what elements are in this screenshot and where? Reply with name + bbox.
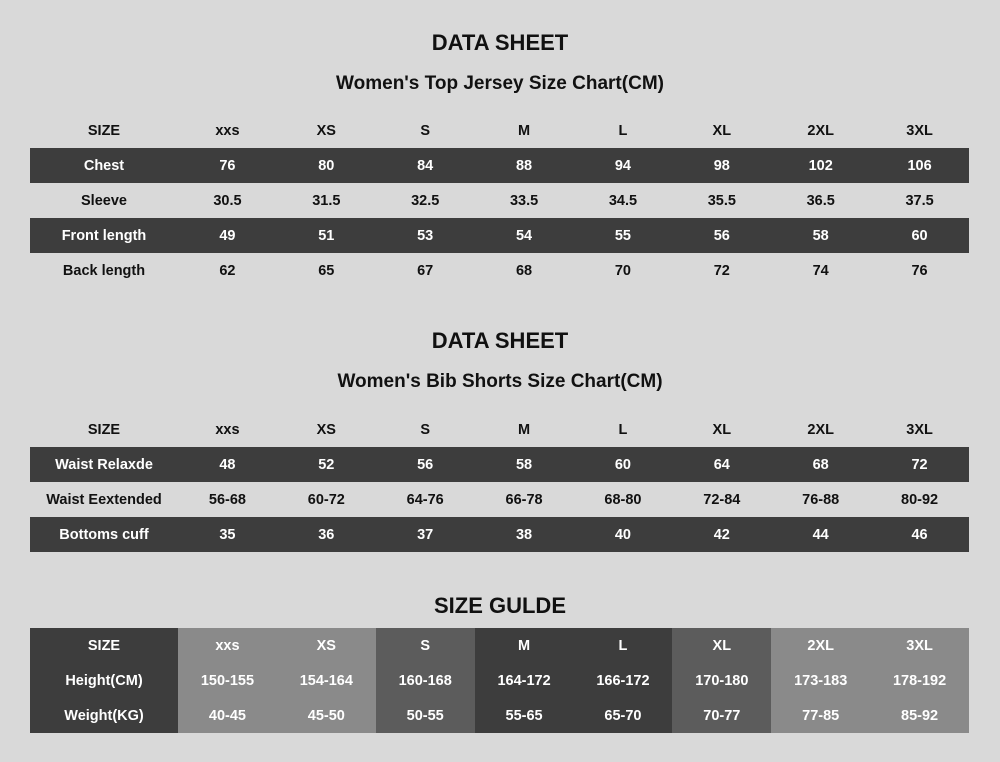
table-cell: 36 [277,517,376,552]
table-cell: 36.5 [806,192,835,209]
table-cell: 51 [277,218,376,253]
table-cell: 85-92 [870,698,969,733]
table-cell: 80 [277,148,376,183]
table-row [30,183,969,218]
table-cell: 74 [812,262,829,279]
table-cell: 72 [713,262,730,279]
table-row [30,698,969,733]
table-cell: 30.5 [213,192,242,209]
jersey-size-table [30,113,969,288]
header-cell: XL [712,122,732,139]
table-cell: 42 [672,517,771,552]
table-cell: 76 [911,262,928,279]
table-cell: 64 [672,447,771,482]
header-cell: M [475,628,574,663]
header-cell: 2XL [807,421,834,438]
table-cell: 56-68 [208,491,246,508]
table-cell: 170-180 [672,663,771,698]
table-cell: 58 [771,218,870,253]
table-cell: 33.5 [509,192,539,209]
shorts-chart-subtitle: Women's Bib Shorts Size Chart(CM) [337,371,663,392]
table-cell: 56 [672,218,771,253]
table-cell: 32.5 [411,192,440,209]
header-cell: xxs [215,421,240,438]
header-cell: 3XL [870,628,969,663]
header-cell: xxs [178,628,277,663]
header-cell: M [518,122,531,139]
table-cell: 62 [219,262,236,279]
jersey-section-title: DATA SHEET [431,30,569,55]
table-cell: 164-172 [475,663,574,698]
table-row [30,253,969,288]
table-cell: 49 [178,218,277,253]
table-row [30,663,969,698]
table-cell: 166-172 [574,663,673,698]
table-cell: 102 [771,148,870,183]
size-guide-table [30,628,969,733]
table-cell: 98 [672,148,771,183]
table-cell: 76 [178,148,277,183]
table-cell: 72-84 [703,491,741,508]
table-cell: 70-77 [672,698,771,733]
header-cell: SIZE [87,122,121,139]
row-label: Waist Relaxde [30,447,178,482]
table-cell: 46 [870,517,969,552]
table-cell: 35 [178,517,277,552]
row-label: Weight(KG) [30,698,178,733]
table-cell: 80-92 [901,491,939,508]
header-cell: L [574,628,673,663]
table-cell: 38 [475,517,574,552]
header-cell: SIZE [87,421,121,438]
table-cell: 45-50 [277,698,376,733]
table-cell: 65 [318,262,335,279]
table-cell: 44 [771,517,870,552]
header-cell: M [518,421,531,438]
header-cell: S [420,122,431,139]
table-cell: 55 [574,218,673,253]
table-cell: 77-85 [771,698,870,733]
table-cell: 178-192 [870,663,969,698]
table-cell: 54 [475,218,574,253]
header-cell: XL [712,421,732,438]
shorts-section-title: DATA SHEET [431,328,569,353]
header-cell: 2XL [771,628,870,663]
table-cell: 68-80 [604,491,642,508]
table-cell: 94 [574,148,673,183]
header-cell: XL [672,628,771,663]
table-cell: 52 [277,447,376,482]
header-cell: 3XL [906,122,933,139]
header-cell: L [618,122,628,139]
table-cell: 55-65 [475,698,574,733]
table-cell: 66-78 [505,491,543,508]
table-cell: 68 [515,262,533,279]
table-cell: 88 [475,148,574,183]
row-label: Waist Eextended [46,491,162,508]
table-cell: 40-45 [178,698,277,733]
table-cell: 48 [178,447,277,482]
header-cell: xxs [215,122,240,139]
table-cell: 173-183 [771,663,870,698]
table-cell: 154-164 [277,663,376,698]
table-cell: 37 [376,517,475,552]
table-header-row [30,113,969,148]
shorts-size-table [30,412,969,552]
row-label: Back length [62,262,146,279]
table-row [30,517,969,552]
header-cell: SIZE [30,628,178,663]
header-cell: 3XL [906,421,933,438]
table-row [30,482,969,517]
size-guide-title: SIZE GULDE [433,593,566,618]
table-cell: 60 [870,218,969,253]
row-label: Front length [30,218,178,253]
header-cell: L [618,421,628,438]
table-cell: 65-70 [574,698,673,733]
table-cell: 106 [870,148,969,183]
table-cell: 40 [574,517,673,552]
header-cell: XS [316,122,336,139]
table-cell: 60-72 [307,491,345,508]
table-cell: 53 [376,218,475,253]
table-cell: 150-155 [178,663,277,698]
table-cell: 35.5 [707,192,736,209]
table-header-row [30,412,969,447]
header-cell: XS [277,628,376,663]
row-label: Height(CM) [30,663,178,698]
table-cell: 37.5 [905,192,934,209]
table-cell: 34.5 [608,192,638,209]
table-header-row [30,628,969,663]
table-cell: 58 [475,447,574,482]
header-cell: S [376,628,475,663]
row-label: Bottoms cuff [30,517,178,552]
jersey-chart-subtitle: Women's Top Jersey Size Chart(CM) [336,73,664,94]
table-cell: 60 [574,447,673,482]
table-cell: 84 [376,148,475,183]
table-cell: 50-55 [376,698,475,733]
table-cell: 160-168 [376,663,475,698]
table-row [30,218,969,253]
row-label: Chest [30,148,178,183]
table-cell: 56 [376,447,475,482]
table-cell: 64-76 [406,491,444,508]
row-label: Sleeve [81,192,127,209]
table-row [30,148,969,183]
table-cell: 76-88 [802,491,840,508]
table-cell: 67 [417,262,434,279]
table-row [30,447,969,482]
table-cell: 72 [870,447,969,482]
table-cell: 31.5 [312,192,341,209]
header-cell: S [420,421,431,438]
table-cell: 70 [614,262,631,279]
header-cell: 2XL [807,122,834,139]
table-cell: 68 [771,447,870,482]
header-cell: XS [316,421,336,438]
